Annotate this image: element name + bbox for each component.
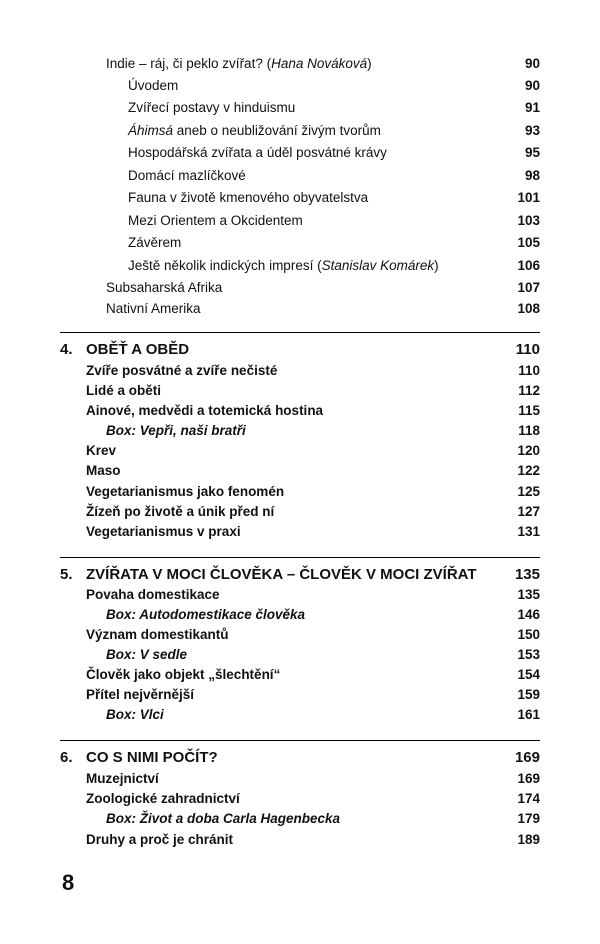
toc-entry-title: Vegetarianismus jako fenomén [86,484,285,499]
toc-entry-title: Muzejnictví [86,771,159,786]
toc-entry-page: 169 [517,771,540,786]
toc-entry-page: 131 [517,524,540,539]
chapter-number: 4. [60,341,73,358]
toc-entry [0,502,600,522]
chapter-number: 6. [60,749,73,766]
toc-entry-page: 174 [517,791,540,806]
toc-box-entry [0,605,600,625]
toc-entry-title: Úvodem [128,78,179,93]
toc-entry-title: Význam domestikantů [86,627,229,642]
toc-entry-page: 110 [518,363,540,378]
toc-entry-title: Ještě několik indických impresí [128,258,314,273]
toc-entry-title: Box: Vlci [106,707,164,722]
toc-entry-title: Povaha domestikace [86,587,220,602]
toc-entry-page: 150 [517,627,540,642]
toc-entry [0,441,600,461]
toc-entry-page: 159 [517,687,540,702]
toc-entry-title-italic: Áhimsá [128,123,174,138]
toc-entry-title: Lidé a oběti [86,383,162,398]
toc-entry-page: 115 [518,403,540,418]
toc-entry [0,625,600,645]
toc-entry-page: 108 [517,301,540,316]
toc-entry [0,76,600,96]
toc-entry-title: Zvíře posvátné a zvíře nečisté [86,363,278,378]
toc-entry [0,166,600,186]
toc-entry-page: 95 [524,145,540,160]
toc-entry [0,211,600,231]
toc-entry-page: 90 [524,56,540,71]
toc-entry [0,830,600,850]
toc-entry-author: Stanislav Komárek [321,258,435,273]
toc-entry-title: Člověk jako objekt „šlechtění“ [86,667,281,682]
toc-entry [0,769,600,789]
toc-entry-page: 127 [517,504,540,519]
toc-entry-title: Žízeň po životě a únik před ní [86,504,275,519]
chapter-heading [0,340,600,360]
toc-entry-page: 189 [517,832,540,847]
toc-entry: Indie – ráj, či peklo zvířat? (Hana Nováková) 90 [0,54,600,74]
toc-entry-page: 93 [524,123,540,138]
toc-entry [0,233,600,253]
toc-entry-page: 154 [517,667,540,682]
toc-entry-title: Zoologické zahradnictví [86,791,240,806]
toc-entry-title: Box: Vepři, naši bratři [106,423,246,438]
toc-box-entry [0,809,600,829]
toc-entry-page: 90 [524,78,540,93]
toc-entry [0,401,600,421]
toc-entry [0,461,600,481]
chapter-number: 5. [60,566,73,583]
toc-entry [0,361,600,381]
toc-entry-title: Zvířecí postavy v hinduismu [128,100,296,115]
toc-box-entry [0,645,600,665]
toc-entry-page: 112 [518,383,540,398]
toc-entry-title: Box: Život a doba Carla Hagenbecka [106,811,341,826]
toc-entry-title: Fauna v životě kmenového obyvatelstva [128,190,369,205]
chapter-rule [60,557,540,558]
chapter-heading [0,565,600,585]
toc-entry-title: Krev [86,443,117,458]
toc-entry [0,278,600,298]
toc-entry [0,381,600,401]
toc-entry-page: 101 [517,190,540,205]
toc-entry-title: Nativní Amerika [106,301,201,316]
toc-entry-page: 161 [517,707,540,722]
toc-box-entry [0,421,600,441]
page-number: 8 [62,870,75,895]
toc-entry-page: 179 [517,811,540,826]
toc-entry-title: Hospodářská zvířata a úděl posvátné krávy [128,145,387,160]
toc-entry [0,685,600,705]
toc-entry-title: Vegetarianismus v praxi [86,524,241,539]
toc-entry [0,585,600,605]
toc-entry-title: Mezi Orientem a Okcidentem [128,213,303,228]
toc-entry [0,789,600,809]
toc-entry-title: Maso [86,463,121,478]
toc-entry-page: 135 [517,587,540,602]
toc-entry-page: 153 [517,647,540,662]
chapter-heading [0,748,600,768]
toc-entry-title: Box: Autodomestikace člověka [106,607,306,622]
toc-entry-page: 146 [517,607,540,622]
chapter-page: 169 [514,749,540,766]
toc-entry-author: Hana Nováková [271,56,368,71]
chapter-title: OBĚŤ A OBĚD [86,341,190,358]
toc-entry-page: 106 [517,258,540,273]
chapter-page: 110 [515,341,540,358]
toc-entry-page: 122 [517,463,540,478]
toc-entry-title: aneb o neubližování živým tvorům [173,123,381,138]
toc-entry-page: 98 [524,168,540,183]
toc-entry-title: Přítel nejvěrnější [86,687,195,702]
toc-entry-title: Domácí mazlíčkové [128,168,246,183]
toc-entry [0,188,600,208]
toc-entry-page: 120 [517,443,540,458]
toc-entry [0,522,600,542]
toc-entry [0,299,600,319]
toc-entry [0,121,600,141]
toc-entry-title: Ainové, medvědi a totemická hostina [86,403,324,418]
chapter-title: ZVÍŘATA V MOCI ČLOVĚKA – ČLOVĚK V MOCI ZVÍŘAT [86,566,477,583]
toc-entry-title: Druhy a proč je chránit [86,832,234,847]
toc-entry-page: 103 [517,213,540,228]
toc-entry-title: Box: V sedle [106,647,188,662]
toc-entry: Ještě několik indických impresí (Stanislav Komárek) 106 [0,256,600,276]
toc-entry [0,143,600,163]
toc-entry-page: 91 [524,100,540,115]
toc-entry-title: Subsaharská Afrika [106,280,223,295]
toc-entry-page: 105 [517,235,540,250]
toc-entry [0,482,600,502]
chapter-rule [60,740,540,741]
toc-entry [0,665,600,685]
chapter-page: 135 [514,566,540,583]
chapter-rule [60,332,540,333]
toc-box-entry [0,705,600,725]
toc-entry-page: 107 [517,280,540,295]
chapter-title: CO S NIMI POČÍT? [86,749,218,766]
toc-entry-title: Indie – ráj, či peklo zvířat? [106,56,263,71]
toc-entry-page: 125 [517,484,540,499]
toc-entry-title: Závěrem [128,235,182,250]
toc-entry [0,98,600,118]
toc-entry-page: 118 [518,423,540,438]
